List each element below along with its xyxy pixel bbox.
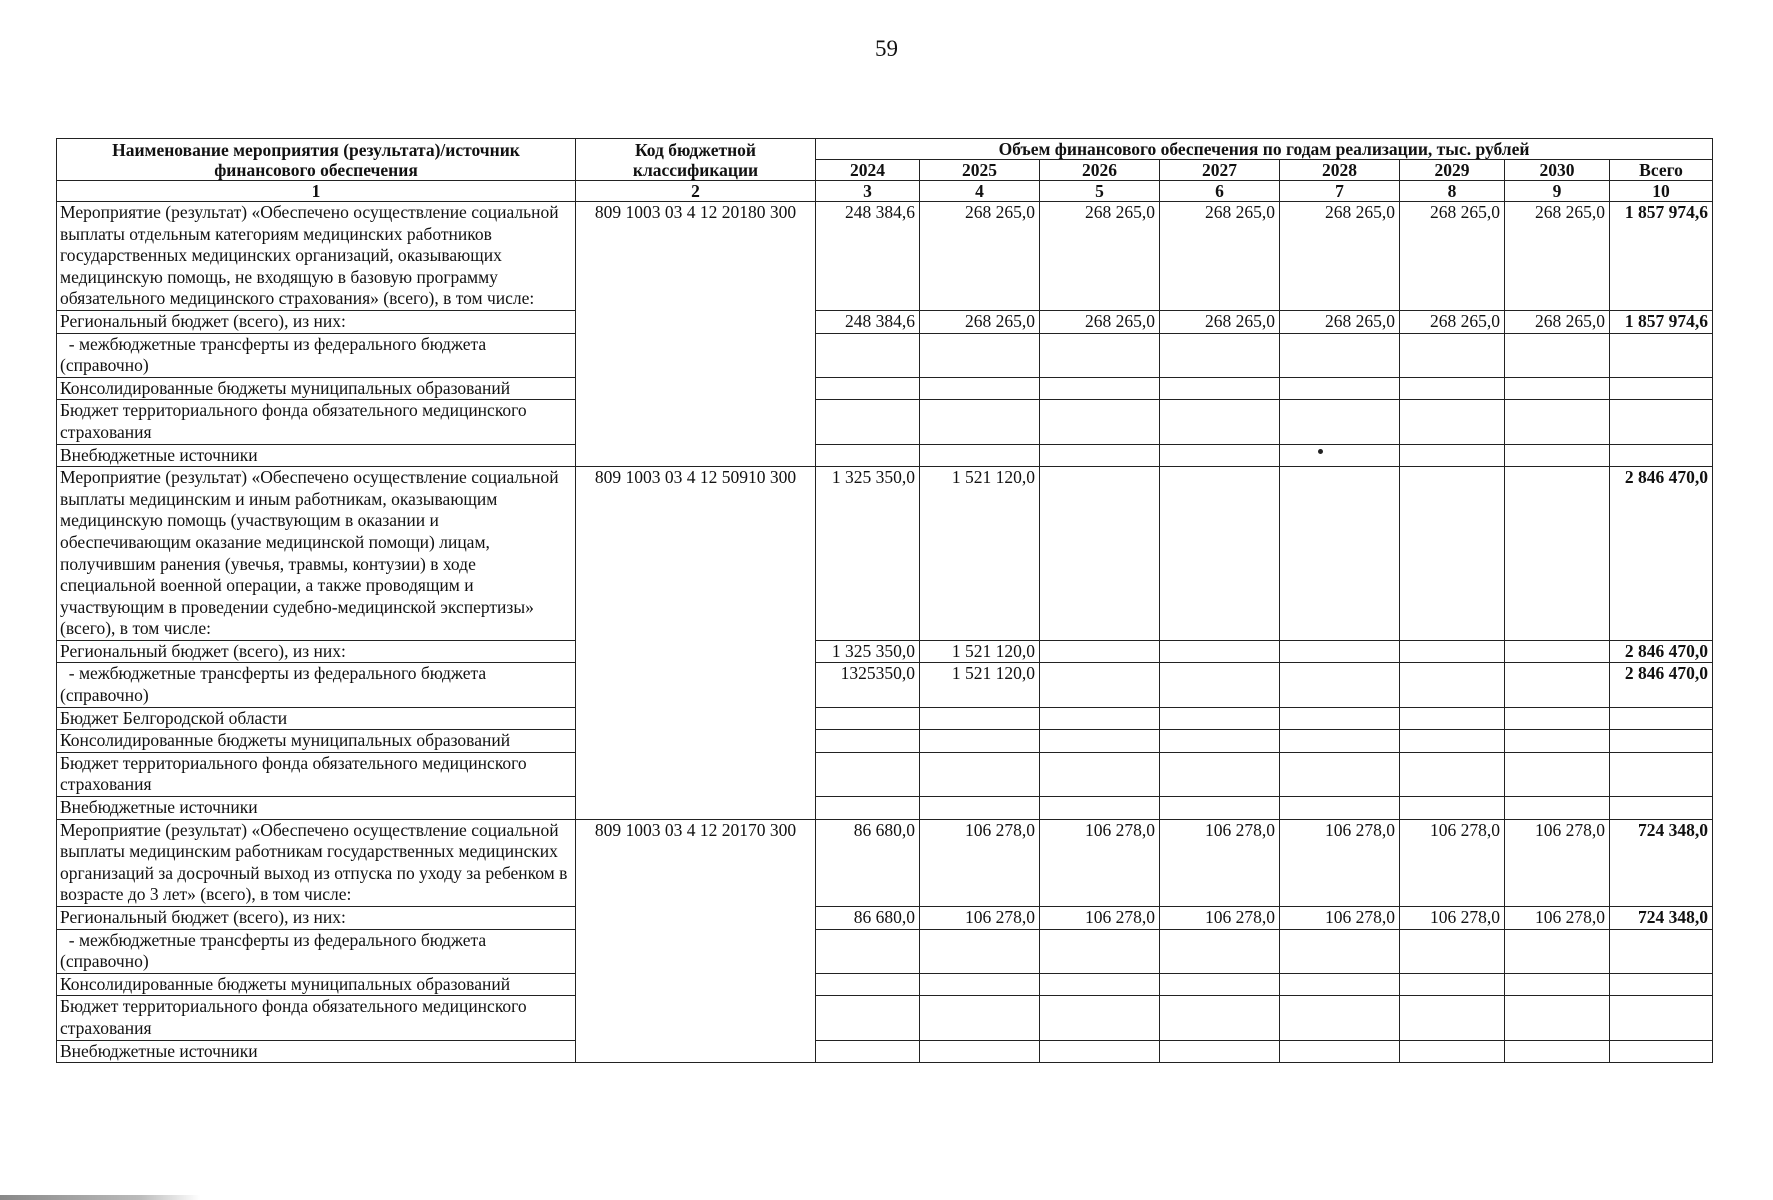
year-value-cell [1160, 640, 1280, 663]
total-value-cell: 724 348,0 [1610, 907, 1713, 930]
year-value-cell [1505, 797, 1610, 820]
year-value-cell: 106 278,0 [1505, 819, 1610, 906]
year-value-cell [1040, 400, 1160, 444]
total-value-cell [1610, 730, 1713, 753]
year-value-cell [1505, 730, 1610, 753]
year-value-cell: 106 278,0 [1160, 819, 1280, 906]
year-value-cell [920, 973, 1040, 996]
total-value-cell [1610, 377, 1713, 400]
total-value-cell: 2 846 470,0 [1610, 640, 1713, 663]
header-volume: Объем финансового обеспечения по годам реализации, тыс. рублей [816, 139, 1713, 160]
financing-table [56, 138, 1713, 1063]
year-value-cell: 1 521 120,0 [920, 467, 1040, 641]
source-row [57, 310, 1713, 333]
year-value-cell: 268 265,0 [1400, 202, 1505, 311]
year-value-cell [1505, 929, 1610, 973]
year-value-cell [1040, 929, 1160, 973]
scan-speck [1318, 449, 1323, 454]
year-value-cell: 268 265,0 [1280, 310, 1400, 333]
year-value-cell: 268 265,0 [1160, 202, 1280, 311]
column-number: 9 [1505, 181, 1610, 202]
total-value-cell [1610, 752, 1713, 796]
header-code: Код бюджетной классификации [576, 139, 816, 181]
year-value-cell: 106 278,0 [1040, 907, 1160, 930]
year-value-cell [1280, 467, 1400, 641]
year-value-cell: 268 265,0 [1040, 310, 1160, 333]
source-name: Региональный бюджет (всего), из них: [57, 310, 576, 333]
table-body [57, 181, 1713, 1063]
year-value-cell: 106 278,0 [1280, 819, 1400, 906]
year-value-cell [816, 996, 920, 1040]
year-value-cell [1505, 444, 1610, 467]
total-value-cell: 2 846 470,0 [1610, 663, 1713, 707]
year-value-cell [1400, 333, 1505, 377]
table-header [57, 139, 1713, 181]
year-value-cell [920, 333, 1040, 377]
year-value-cell [920, 996, 1040, 1040]
header-total: Всего [1610, 160, 1713, 181]
year-value-cell [816, 333, 920, 377]
total-value-cell [1610, 444, 1713, 467]
year-value-cell: 1 325 350,0 [816, 467, 920, 641]
year-value-cell [1160, 663, 1280, 707]
source-row [57, 996, 1713, 1040]
column-number: 4 [920, 181, 1040, 202]
source-name: Бюджет территориального фонда обязательного медицинского страхования [57, 752, 576, 796]
total-value-cell [1610, 707, 1713, 730]
total-value-cell [1610, 333, 1713, 377]
year-value-cell [1280, 377, 1400, 400]
year-value-cell [1400, 640, 1505, 663]
year-value-cell [1505, 1040, 1610, 1063]
year-value-cell [1280, 707, 1400, 730]
year-value-cell [1160, 929, 1280, 973]
year-value-cell [1280, 333, 1400, 377]
year-value-cell [1040, 467, 1160, 641]
header-year: 2024 [816, 160, 920, 181]
year-value-cell [1280, 663, 1400, 707]
total-value-cell [1610, 400, 1713, 444]
year-value-cell [920, 1040, 1040, 1063]
year-value-cell: 268 265,0 [1400, 310, 1505, 333]
source-row [57, 929, 1713, 973]
year-value-cell [1505, 996, 1610, 1040]
year-value-cell [1160, 467, 1280, 641]
year-value-cell [920, 377, 1040, 400]
year-value-cell [816, 730, 920, 753]
year-value-cell [1280, 929, 1400, 973]
year-value-cell [1160, 400, 1280, 444]
year-value-cell [1400, 973, 1505, 996]
column-number: 3 [816, 181, 920, 202]
header-year: 2030 [1505, 160, 1610, 181]
source-name: Бюджет Белгородской области [57, 707, 576, 730]
year-value-cell [816, 377, 920, 400]
year-value-cell [1280, 996, 1400, 1040]
year-value-cell [1400, 797, 1505, 820]
year-value-cell [1160, 973, 1280, 996]
measure-row [57, 467, 1713, 641]
year-value-cell: 86 680,0 [816, 819, 920, 906]
total-value-cell: 1 857 974,6 [1610, 202, 1713, 311]
year-value-cell: 86 680,0 [816, 907, 920, 930]
year-value-cell [1040, 752, 1160, 796]
column-number: 7 [1280, 181, 1400, 202]
source-name: - межбюджетные трансферты из федерального бюджета (справочно) [57, 663, 576, 707]
year-value-cell [1400, 707, 1505, 730]
year-value-cell [1400, 444, 1505, 467]
total-value-cell: 724 348,0 [1610, 819, 1713, 906]
year-value-cell: 106 278,0 [1160, 907, 1280, 930]
source-name: Бюджет территориального фонда обязательного медицинского страхования [57, 996, 576, 1040]
year-value-cell [1160, 377, 1280, 400]
year-value-cell [1505, 467, 1610, 641]
year-value-cell [1160, 752, 1280, 796]
header-name: Наименование мероприятия (результата)/источник финансового обеспечения [57, 139, 576, 181]
source-row [57, 752, 1713, 796]
source-name: Бюджет территориального фонда обязательного медицинского страхования [57, 400, 576, 444]
year-value-cell [1040, 640, 1160, 663]
year-value-cell: 268 265,0 [1505, 202, 1610, 311]
year-value-cell [1040, 444, 1160, 467]
year-value-cell: 106 278,0 [1400, 819, 1505, 906]
source-name: - межбюджетные трансферты из федерального бюджета (справочно) [57, 333, 576, 377]
year-value-cell [816, 752, 920, 796]
source-row [57, 707, 1713, 730]
header-year: 2026 [1040, 160, 1160, 181]
year-value-cell: 106 278,0 [1040, 819, 1160, 906]
year-value-cell [1040, 973, 1160, 996]
year-value-cell [816, 1040, 920, 1063]
source-name: - межбюджетные трансферты из федерального бюджета (справочно) [57, 929, 576, 973]
year-value-cell [1280, 444, 1400, 467]
year-value-cell [920, 707, 1040, 730]
year-value-cell [1280, 973, 1400, 996]
column-numbers-row [57, 181, 1713, 202]
year-value-cell [1040, 730, 1160, 753]
total-value-cell [1610, 1040, 1713, 1063]
header-year: 2025 [920, 160, 1040, 181]
year-value-cell: 248 384,6 [816, 202, 920, 311]
source-name: Региональный бюджет (всего), из них: [57, 907, 576, 930]
source-row [57, 377, 1713, 400]
year-value-cell [816, 444, 920, 467]
year-value-cell [1040, 663, 1160, 707]
year-value-cell [1280, 640, 1400, 663]
budget-code: 809 1003 03 4 12 20180 300 [576, 202, 816, 467]
year-value-cell [1505, 333, 1610, 377]
year-value-cell: 1325350,0 [816, 663, 920, 707]
year-value-cell [1040, 1040, 1160, 1063]
year-value-cell [1505, 377, 1610, 400]
measure-row [57, 202, 1713, 311]
source-name: Консолидированные бюджеты муниципальных образований [57, 377, 576, 400]
source-row [57, 1040, 1713, 1063]
year-value-cell: 248 384,6 [816, 310, 920, 333]
source-name: Консолидированные бюджеты муниципальных образований [57, 730, 576, 753]
measure-name: Мероприятие (результат) «Обеспечено осуществление социальной выплаты медицинским работникам государственных медицинских организаций за досрочный выход из отпуска по уходу за ребенком в возрасте до 3 лет» (всего), в том числе: [57, 819, 576, 906]
year-value-cell [920, 797, 1040, 820]
year-value-cell [1160, 730, 1280, 753]
year-value-cell: 1 325 350,0 [816, 640, 920, 663]
year-value-cell: 268 265,0 [1280, 202, 1400, 311]
year-value-cell [1160, 333, 1280, 377]
year-value-cell [920, 752, 1040, 796]
year-value-cell [1505, 400, 1610, 444]
year-value-cell [816, 797, 920, 820]
source-row [57, 730, 1713, 753]
year-value-cell [816, 929, 920, 973]
header-year: 2027 [1160, 160, 1280, 181]
column-number: 2 [576, 181, 816, 202]
year-value-cell [1400, 929, 1505, 973]
year-value-cell [1505, 752, 1610, 796]
year-value-cell [1040, 797, 1160, 820]
source-row [57, 663, 1713, 707]
year-value-cell [1400, 663, 1505, 707]
measure-name: Мероприятие (результат) «Обеспечено осуществление социальной выплаты отдельным категориям медицинских работников государственных медицинских организаций, оказывающих медицинскую помощь, не входящую в базовую программу обязательного медицинского страхования» (всего), в том числе: [57, 202, 576, 311]
year-value-cell [1280, 400, 1400, 444]
page-number: 59 [875, 36, 898, 61]
year-value-cell: 1 521 120,0 [920, 640, 1040, 663]
budget-code: 809 1003 03 4 12 50910 300 [576, 467, 816, 820]
year-value-cell: 268 265,0 [1040, 202, 1160, 311]
year-value-cell [920, 929, 1040, 973]
year-value-cell [1400, 1040, 1505, 1063]
year-value-cell: 106 278,0 [920, 819, 1040, 906]
year-value-cell: 106 278,0 [1280, 907, 1400, 930]
year-value-cell: 268 265,0 [920, 202, 1040, 311]
year-value-cell [1505, 973, 1610, 996]
column-number: 5 [1040, 181, 1160, 202]
column-number: 6 [1160, 181, 1280, 202]
year-value-cell [1280, 797, 1400, 820]
year-value-cell: 268 265,0 [1160, 310, 1280, 333]
year-value-cell [816, 973, 920, 996]
year-value-cell [1280, 730, 1400, 753]
total-value-cell: 2 846 470,0 [1610, 467, 1713, 641]
year-value-cell: 1 521 120,0 [920, 663, 1040, 707]
year-value-cell [1280, 752, 1400, 796]
source-row [57, 973, 1713, 996]
year-value-cell: 106 278,0 [1505, 907, 1610, 930]
column-number: 10 [1610, 181, 1713, 202]
year-value-cell [1160, 444, 1280, 467]
source-name: Внебюджетные источники [57, 797, 576, 820]
year-value-cell [1400, 377, 1505, 400]
year-value-cell [920, 730, 1040, 753]
total-value-cell: 1 857 974,6 [1610, 310, 1713, 333]
source-row [57, 797, 1713, 820]
source-row [57, 333, 1713, 377]
scan-edge [0, 1195, 200, 1200]
column-number: 8 [1400, 181, 1505, 202]
budget-code: 809 1003 03 4 12 20170 300 [576, 819, 816, 1063]
year-value-cell [920, 444, 1040, 467]
source-row [57, 444, 1713, 467]
year-value-cell [816, 707, 920, 730]
year-value-cell [920, 400, 1040, 444]
source-row [57, 907, 1713, 930]
column-number: 1 [57, 181, 576, 202]
year-value-cell: 268 265,0 [1505, 310, 1610, 333]
header-year: 2029 [1400, 160, 1505, 181]
year-value-cell [1160, 707, 1280, 730]
year-value-cell: 268 265,0 [920, 310, 1040, 333]
year-value-cell [1160, 1040, 1280, 1063]
year-value-cell [1160, 996, 1280, 1040]
year-value-cell [1505, 707, 1610, 730]
measure-row [57, 819, 1713, 906]
year-value-cell [1400, 400, 1505, 444]
header-year: 2028 [1280, 160, 1400, 181]
total-value-cell [1610, 929, 1713, 973]
year-value-cell [1160, 797, 1280, 820]
year-value-cell [1400, 467, 1505, 641]
year-value-cell [1040, 377, 1160, 400]
source-name: Внебюджетные источники [57, 1040, 576, 1063]
year-value-cell [1040, 996, 1160, 1040]
year-value-cell [1400, 752, 1505, 796]
year-value-cell [1400, 730, 1505, 753]
source-row [57, 640, 1713, 663]
source-row [57, 400, 1713, 444]
source-name: Внебюджетные источники [57, 444, 576, 467]
total-value-cell [1610, 973, 1713, 996]
year-value-cell [1040, 333, 1160, 377]
year-value-cell: 106 278,0 [920, 907, 1040, 930]
year-value-cell [1040, 707, 1160, 730]
year-value-cell [1280, 1040, 1400, 1063]
year-value-cell [816, 400, 920, 444]
year-value-cell [1505, 663, 1610, 707]
source-name: Консолидированные бюджеты муниципальных образований [57, 973, 576, 996]
source-name: Региональный бюджет (всего), из них: [57, 640, 576, 663]
year-value-cell [1505, 640, 1610, 663]
total-value-cell [1610, 797, 1713, 820]
total-value-cell [1610, 996, 1713, 1040]
measure-name: Мероприятие (результат) «Обеспечено осуществление социальной выплаты медицинским и иным работникам, оказывающим медицинскую помощь (участвующим в оказании и обеспечивающим оказание медицинской помощи) лицам, получившим ранения (увечья, травмы, контузии) в ходе специальной военной операции, а также проводящим и участвующим в проведении судебно-медицинской экспертизы» (всего), в том числе: [57, 467, 576, 641]
year-value-cell [1400, 996, 1505, 1040]
year-value-cell: 106 278,0 [1400, 907, 1505, 930]
